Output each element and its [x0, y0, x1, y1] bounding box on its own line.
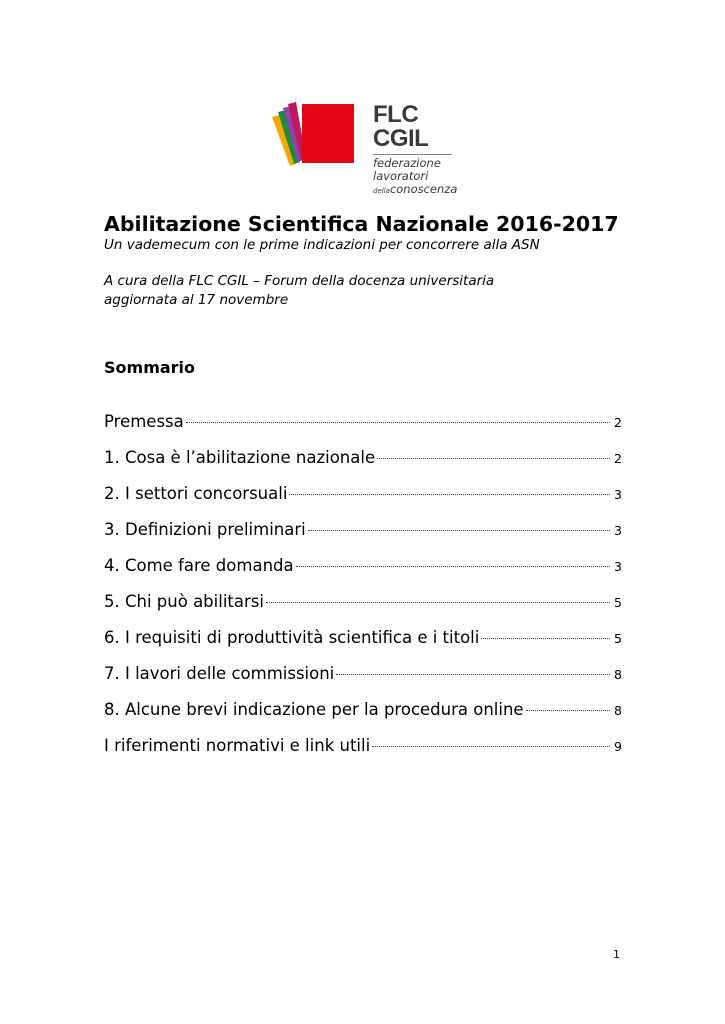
document-title: Abilitazione Scientifica Nazionale 2016-2017 [104, 212, 619, 236]
toc-entry[interactable] [104, 519, 622, 555]
toc-dot-leader [296, 566, 610, 567]
toc-dot-leader [308, 530, 610, 531]
toc-entry[interactable] [104, 699, 622, 735]
toc-entry-label: 4. Come fare domanda [104, 556, 294, 575]
logo-line-3 [373, 183, 470, 198]
toc-entry[interactable] [104, 663, 622, 699]
toc-entry-page: 8 [614, 703, 622, 718]
toc-dot-leader [526, 710, 610, 711]
toc-entry-label: Premessa [104, 412, 184, 431]
logo-line-3-main: conoscenza [389, 182, 458, 196]
toc-dot-leader [377, 458, 610, 459]
toc-entry-label: 3. Definizioni preliminari [104, 520, 306, 539]
toc-entry-page: 3 [614, 559, 622, 574]
logo-line-3-small: della [373, 187, 390, 195]
logo-line-1: federazione [373, 156, 441, 170]
logo-title: FLC CGIL [373, 101, 429, 152]
logo-divider [373, 154, 452, 155]
toc-dot-leader [372, 746, 610, 747]
toc-entry-label: 7. I lavori delle commissioni [104, 664, 335, 683]
toc-entry-label: 6. I requisiti di produttività scientifica e i titoli [104, 628, 480, 647]
toc-heading: Sommario [104, 358, 196, 377]
toc-entry[interactable] [104, 627, 622, 663]
toc-entry-label: 2. I settori concorsuali [104, 484, 288, 503]
toc-entry[interactable] [104, 591, 622, 627]
logo-mark-icon [270, 100, 360, 168]
toc-entry-label: 5. Chi può abilitarsi [104, 592, 264, 611]
page-number: 1 [613, 948, 620, 961]
toc-entry-label: 8. Alcune brevi indicazione per la procedura online [104, 700, 524, 719]
toc-dot-leader [289, 494, 610, 495]
flc-cgil-logo [270, 100, 470, 196]
toc-entry-label: 1. Cosa è l’abilitazione nazionale [104, 448, 376, 467]
toc-entry[interactable] [104, 555, 622, 591]
toc-entry-page: 2 [614, 415, 622, 430]
document-subtitle: Un vademecum con le prime indicazioni per concorrere alla ASN [104, 237, 540, 253]
logo-line-2: lavoratori [373, 169, 429, 183]
toc-entry-page: 9 [614, 739, 622, 754]
table-of-contents [104, 411, 622, 771]
toc-entry[interactable] [104, 447, 622, 483]
toc-entry-page: 8 [614, 667, 622, 682]
toc-entry-page: 3 [614, 523, 622, 538]
toc-dot-leader [336, 674, 610, 675]
toc-dot-leader [481, 638, 610, 639]
document-credits [104, 272, 494, 310]
toc-entry-page: 5 [614, 631, 622, 646]
toc-entry[interactable] [104, 735, 622, 771]
toc-entry-page: 2 [614, 451, 622, 466]
toc-entry[interactable] [104, 411, 622, 447]
toc-entry-page: 5 [614, 595, 622, 610]
logo-wordmark [373, 103, 470, 198]
credits-line-1: A cura della FLC CGIL – Forum della docenza universitaria [104, 273, 495, 289]
toc-entry-page: 3 [614, 487, 622, 502]
toc-entry-label: I riferimenti normativi e link utili [104, 736, 371, 755]
toc-dot-leader [186, 422, 610, 423]
toc-dot-leader [266, 602, 610, 603]
credits-line-2: aggiornata al 17 novembre [104, 292, 289, 308]
toc-entry[interactable] [104, 483, 622, 519]
